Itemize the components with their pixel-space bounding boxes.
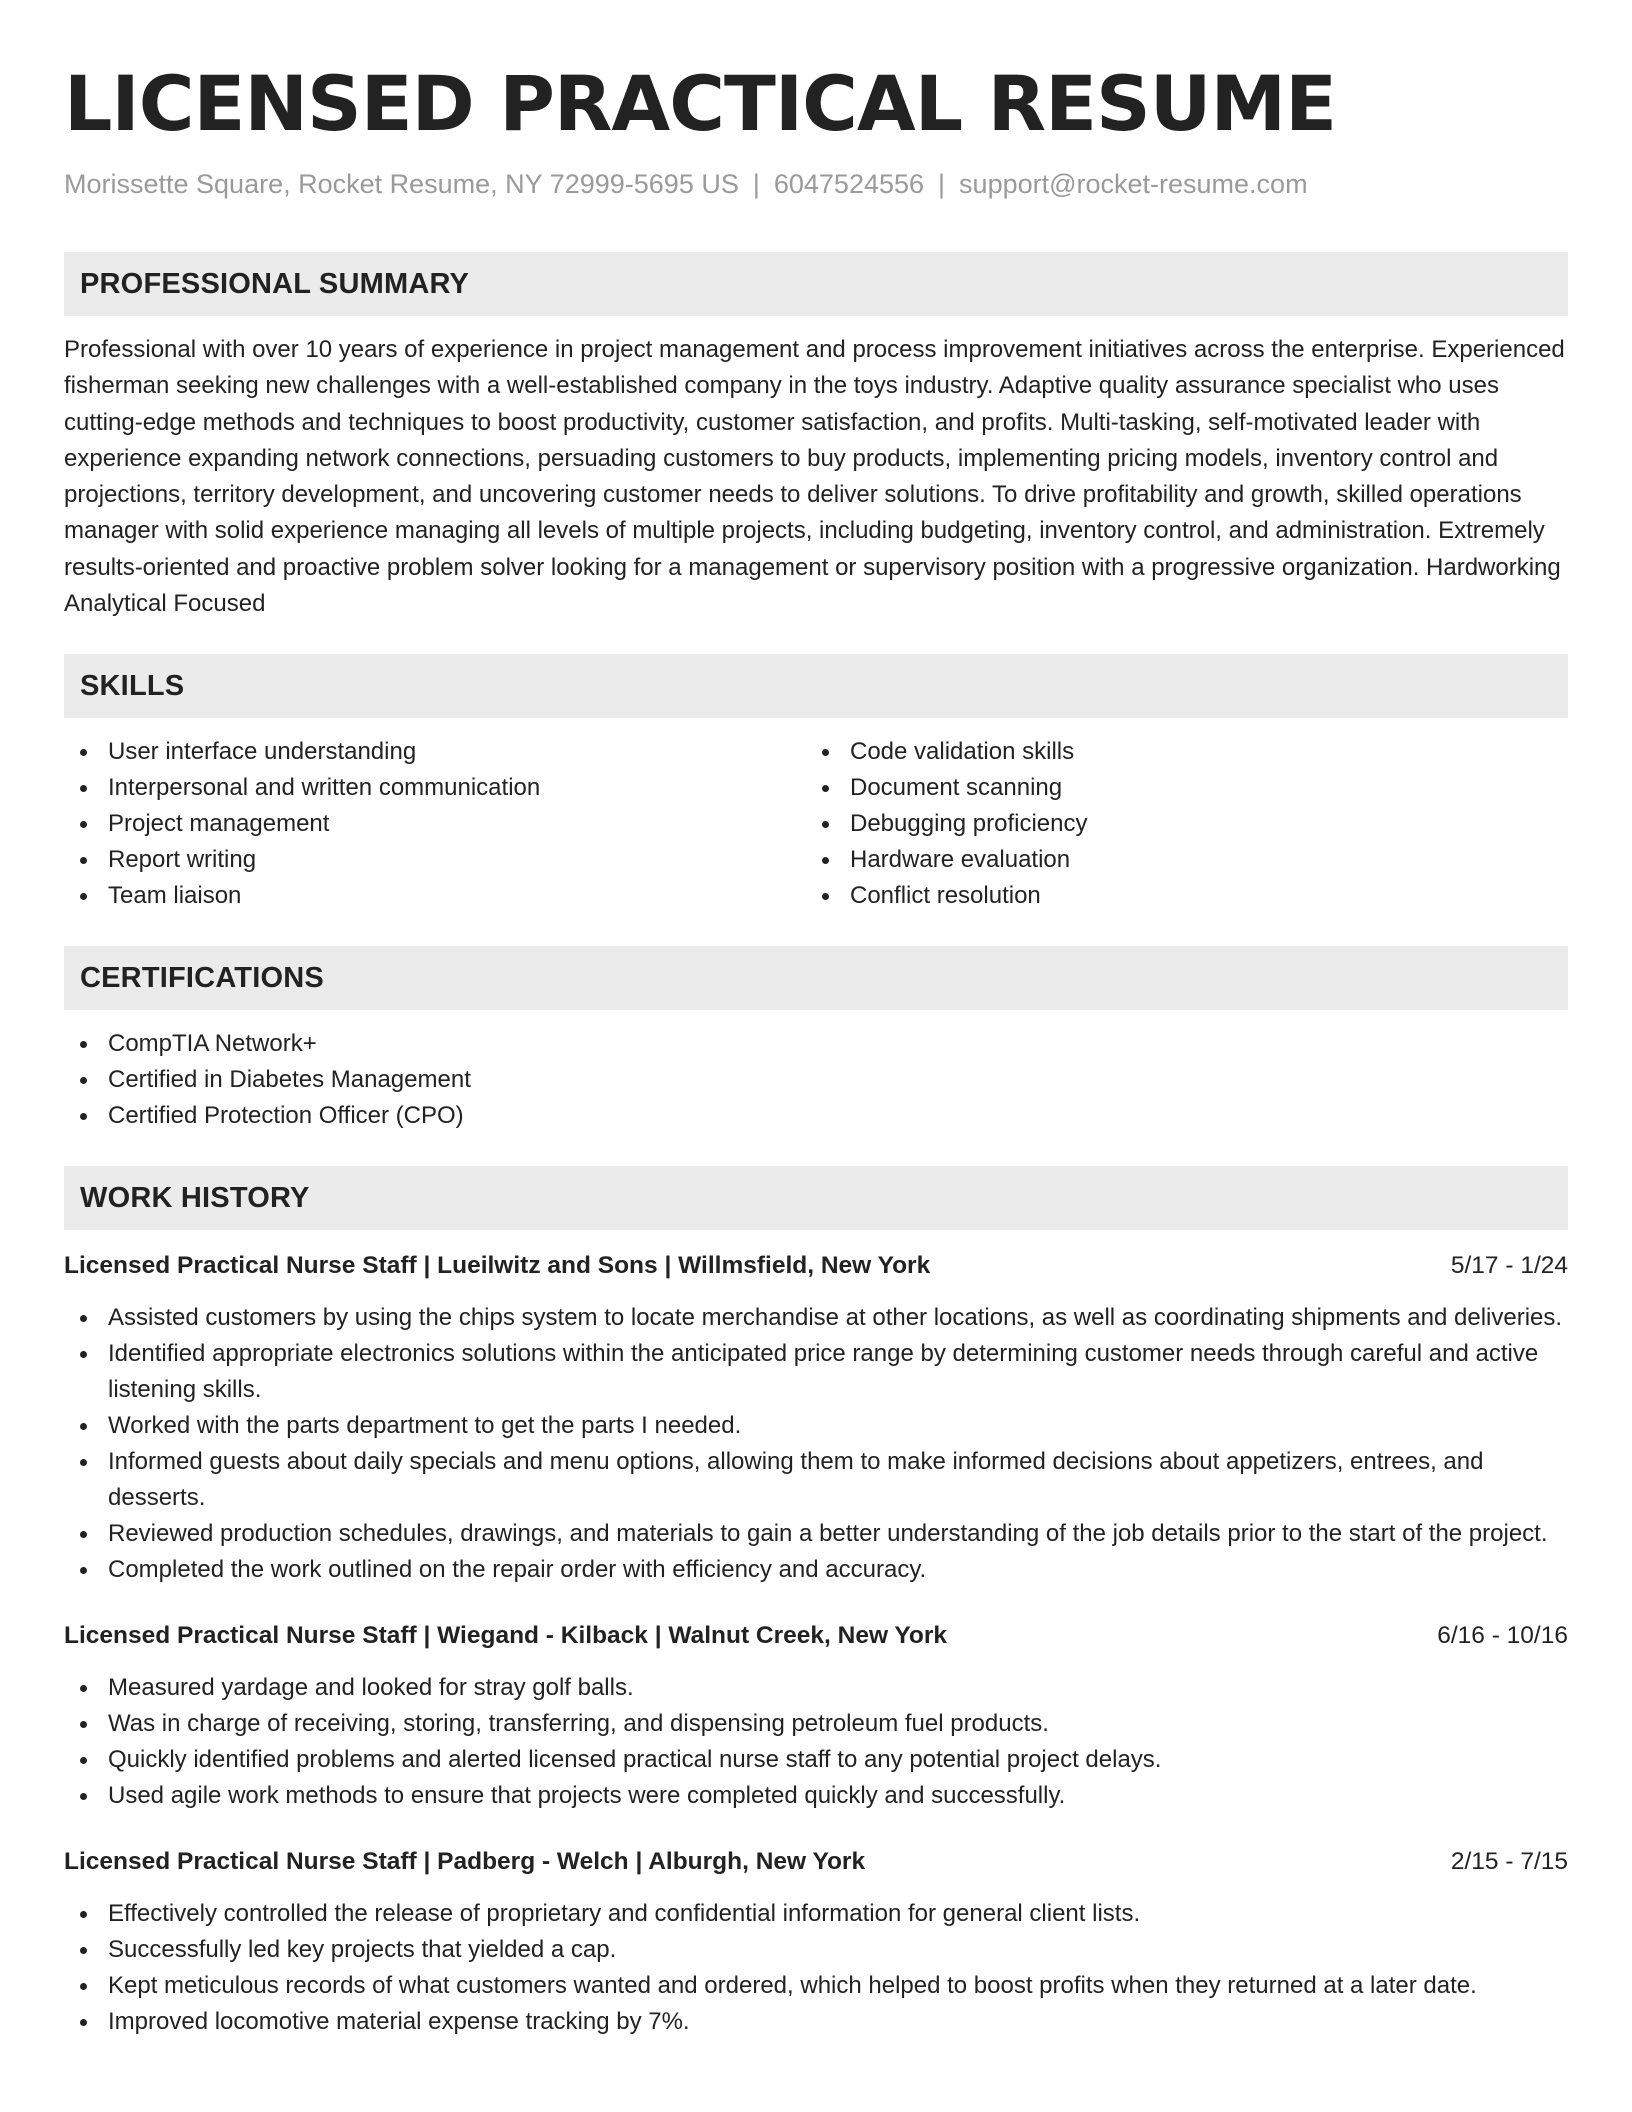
job-title-row <box>64 1844 1568 1880</box>
skill-item: Debugging proficiency <box>806 806 1548 842</box>
job-entry <box>64 1248 1568 1588</box>
job-bullet: Reviewed production schedules, drawings, and materials to gain a better understanding of the job details prior to the start of the project. <box>64 1516 1568 1552</box>
certifications-list <box>64 1026 1568 1134</box>
skill-item: User interface understanding <box>64 734 806 770</box>
job-dates: 2/15 - 7/15 <box>1450 1848 1568 1876</box>
certification-item: Certified Protection Officer (CPO) <box>64 1098 1568 1134</box>
job-bullet: Worked with the parts department to get the parts I needed. <box>64 1408 1568 1444</box>
job-bullet: Assisted customers by using the chips system to locate merchandise at other locations, as well as coordinating shipments and deliveries. <box>64 1300 1568 1336</box>
job-bullet: Identified appropriate electronics solutions within the anticipated price range by determining customer needs through careful and active listening skills. <box>64 1336 1568 1408</box>
section-header-skills <box>64 654 1568 718</box>
certification-item: CompTIA Network+ <box>64 1026 1568 1062</box>
job-entry <box>64 1618 1568 1814</box>
skill-item: Report writing <box>64 842 806 878</box>
section-heading: SKILLS <box>80 669 185 702</box>
skill-item: Conflict resolution <box>806 878 1548 914</box>
contact-separator: | <box>938 169 946 199</box>
skill-item: Project management <box>64 806 806 842</box>
skill-item: Document scanning <box>806 770 1548 806</box>
contact-line <box>64 166 1568 202</box>
skills-grid <box>64 734 1568 914</box>
job-bullet: Measured yardage and looked for stray golf balls. <box>64 1670 1568 1706</box>
certification-item: Certified in Diabetes Management <box>64 1062 1568 1098</box>
resume-title: LICENSED PRACTICAL RESUME <box>64 59 1337 148</box>
skills-column-left <box>64 734 806 914</box>
section-header-certifications <box>64 946 1568 1010</box>
section-header-professional-summary <box>64 252 1568 316</box>
job-bullet: Improved locomotive material expense tracking by 7%. <box>64 2004 1568 2040</box>
contact-email: support@rocket-resume.com <box>959 169 1308 199</box>
job-bullets <box>64 1300 1568 1588</box>
job-bullet: Kept meticulous records of what customers wanted and ordered, which helped to boost profits when they returned at a later date. <box>64 1968 1568 2004</box>
job-bullet: Was in charge of receiving, storing, transferring, and dispensing petroleum fuel products. <box>64 1706 1568 1742</box>
skill-item: Interpersonal and written communication <box>64 770 806 806</box>
skill-item: Code validation skills <box>806 734 1548 770</box>
job-dates: 6/16 - 10/16 <box>1437 1622 1568 1650</box>
job-bullets <box>64 1896 1568 2040</box>
job-bullets <box>64 1670 1568 1814</box>
section-heading: CERTIFICATIONS <box>80 961 324 994</box>
job-title-row <box>64 1248 1568 1284</box>
job-dates: 5/17 - 1/24 <box>1450 1252 1568 1280</box>
contact-separator: | <box>752 169 760 199</box>
summary-text: Professional with over 10 years of experience in project management and process improvement initiatives across the enterprise. Experienced fisherman seeking new challenges with a well-established company in the toys industry. Adaptive quality assurance specialist who uses cutting-edge methods and techniques to boost productivity, customer satisfaction, and profits. Multi-tasking, self-motivated leader with experience expanding network connections, persuading customers to buy products, implementing pricing models, inventory control and projections, territory development, and uncovering customer needs to deliver solutions. To drive profitability and growth, skilled operations manager with solid experience managing all levels of multiple projects, including budgeting, inventory control, and administration. Extremely results-oriented and proactive problem solver looking for a management or supervisory position with a progressive organization. Hardworking Analytical Focused <box>64 336 1565 618</box>
job-title: Licensed Practical Nurse Staff | Lueilwitz and Sons | Willmsfield, New York <box>64 1252 931 1280</box>
skill-item: Hardware evaluation <box>806 842 1548 878</box>
contact-phone: 6047524556 <box>773 169 925 199</box>
section-heading: WORK HISTORY <box>80 1181 310 1214</box>
section-header-work-history <box>64 1166 1568 1230</box>
job-bullet: Successfully led key projects that yielded a cap. <box>64 1932 1568 1968</box>
job-title-row <box>64 1618 1568 1654</box>
job-title: Licensed Practical Nurse Staff | Padberg - Welch | Alburgh, New York <box>64 1848 866 1876</box>
job-bullet: Quickly identified problems and alerted licensed practical nurse staff to any potential project delays. <box>64 1742 1568 1778</box>
resume-page <box>64 0 1568 2040</box>
skills-column-right <box>806 734 1548 914</box>
contact-address: Morissette Square, Rocket Resume, NY 72999-5695 US <box>64 169 739 199</box>
section-heading: PROFESSIONAL SUMMARY <box>80 267 470 300</box>
skill-item: Team liaison <box>64 878 806 914</box>
job-entry <box>64 1844 1568 2040</box>
job-bullet: Completed the work outlined on the repair order with efficiency and accuracy. <box>64 1552 1568 1588</box>
job-title: Licensed Practical Nurse Staff | Wiegand - Kilback | Walnut Creek, New York <box>64 1622 948 1650</box>
job-bullet: Used agile work methods to ensure that projects were completed quickly and successfully. <box>64 1778 1568 1814</box>
job-bullet: Informed guests about daily specials and menu options, allowing them to make informed decisions about appetizers, entrees, and desserts. <box>64 1444 1568 1516</box>
job-bullet: Effectively controlled the release of proprietary and confidential information for general client lists. <box>64 1896 1568 1932</box>
